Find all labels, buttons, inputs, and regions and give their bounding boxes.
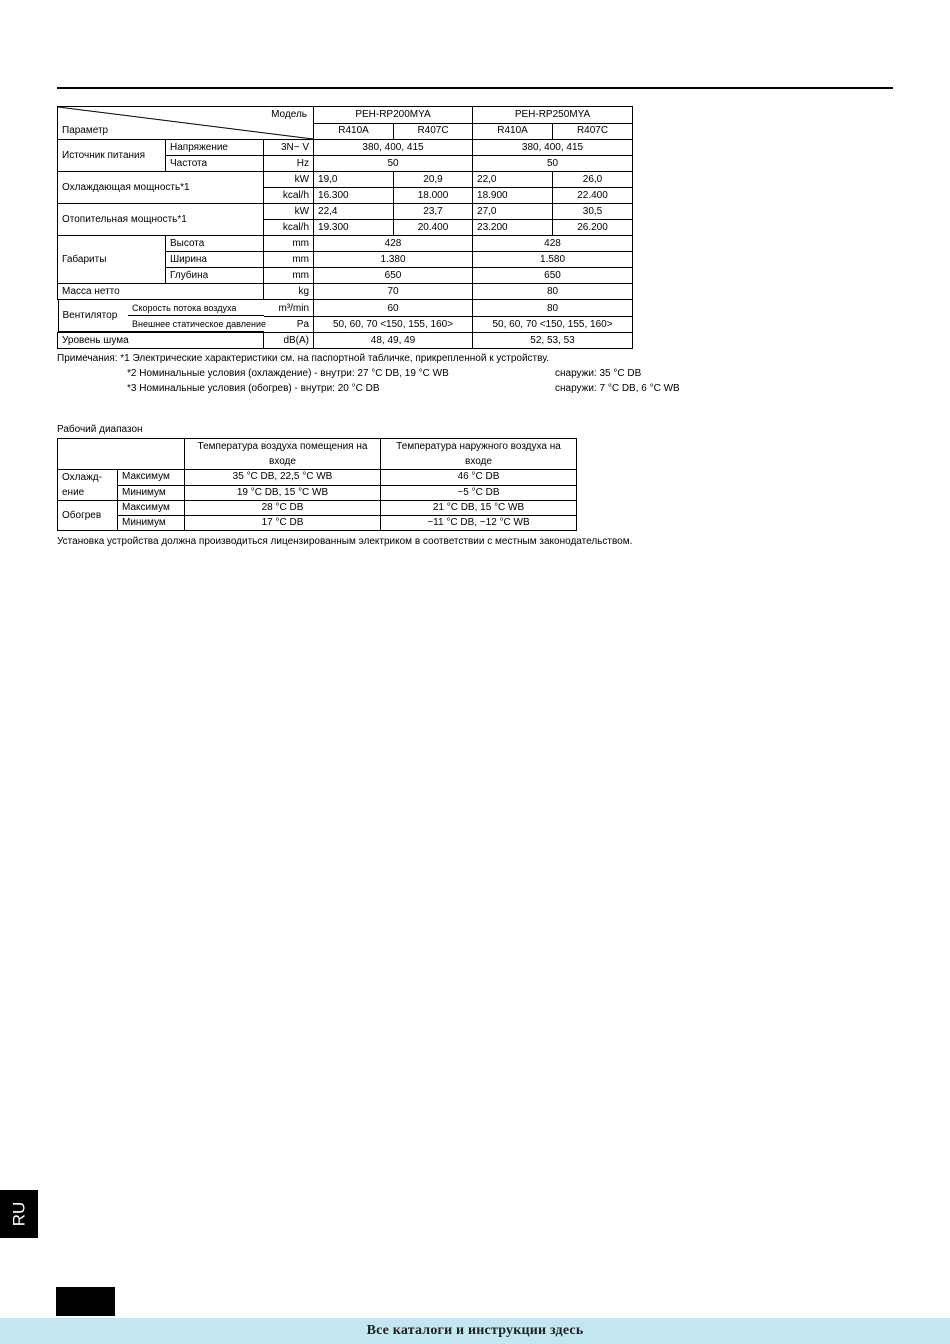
noise-value: 52, 53, 53 [473, 333, 633, 349]
cooling-kw-unit: kW [264, 172, 314, 188]
cooling-kcal-unit: kcal/h [264, 188, 314, 204]
language-tab-label: RU [9, 1201, 28, 1227]
pressure-unit: Pa [296, 318, 310, 330]
heating-kcal-value: 20.400 [394, 220, 473, 236]
depth-unit: mm [264, 268, 314, 284]
voltage-label: Напряжение [166, 140, 264, 156]
height-value: 428 [473, 236, 633, 252]
frequency-label: Частота [166, 156, 264, 172]
dimensions-label: Габариты [58, 236, 166, 284]
note-1: Примечания: *1 Электрические характеристики см. на паспортной табличке, прикрепленной к устройству. [57, 353, 549, 364]
range-caption: Рабочий диапазон [57, 424, 143, 435]
heat-min-indoor: 17 °C DB [185, 516, 381, 531]
fan-labels-group [58, 300, 264, 333]
heating-kw-value: 30,5 [553, 204, 633, 220]
airflow-unit: m³/min [264, 301, 314, 317]
noise-label: Уровень шума [58, 333, 264, 349]
heating-kw-value: 22,4 [314, 204, 394, 220]
fan-label: Вентилятор [58, 300, 128, 332]
heating-kcal-value: 26.200 [553, 220, 633, 236]
cool-min-indoor: 19 °C DB, 15 °C WB [185, 485, 381, 501]
heating-kw-value: 23,7 [394, 204, 473, 220]
airflow-value: 80 [473, 301, 632, 317]
depth-value: 650 [314, 268, 473, 284]
heat-max-outdoor: 21 °C DB, 15 °C WB [381, 501, 577, 516]
frequency-value: 50 [473, 156, 633, 172]
range-cooling-label: Охлажд- ение [58, 470, 118, 501]
weight-value: 80 [473, 284, 633, 300]
spec-table [57, 106, 633, 349]
cool-max-indoor: 35 °C DB, 22,5 °C WB [185, 470, 381, 486]
cool-max-outdoor: 46 °C DB [381, 470, 577, 486]
voltage-value: 380, 400, 415 [314, 140, 473, 156]
height-label: Высота [166, 236, 264, 252]
range-empty-header [58, 439, 185, 470]
cooling-kw-value: 22,0 [473, 172, 553, 188]
range-max-label: Максимум [118, 470, 185, 486]
pressure-value: 50, 60, 70 <150, 155, 160> [492, 318, 613, 330]
cooling-kcal-value: 18.900 [473, 188, 553, 204]
heat-max-indoor: 28 °C DB [185, 501, 381, 516]
spec-notes [57, 351, 757, 396]
airflow-value: 60 [314, 301, 472, 317]
cooling-kw-value: 26,0 [553, 172, 633, 188]
width-unit: mm [264, 252, 314, 268]
range-indoor-header: Температура воздуха помещения на входе [185, 439, 381, 470]
width-label: Ширина [166, 252, 264, 268]
cooling-kw-value: 20,9 [394, 172, 473, 188]
page-number-box [56, 1287, 115, 1316]
heating-kcal-value: 23.200 [473, 220, 553, 236]
install-note: Установка устройства должна производиться лицензированным электриком в соответствии с местным законодательством. [57, 536, 633, 547]
footer-bar [0, 1318, 950, 1344]
range-min-label: Минимум [118, 516, 185, 531]
noise-unit: dB(A) [264, 333, 314, 349]
heating-kcal-unit: kcal/h [264, 220, 314, 236]
fan-values-model1 [314, 300, 473, 333]
height-value: 428 [314, 236, 473, 252]
cooling-kcal-value: 18.000 [394, 188, 473, 204]
voltage-value: 380, 400, 415 [473, 140, 633, 156]
refrigerant-header: R407C [394, 123, 473, 140]
range-table [57, 438, 577, 531]
heating-kw-value: 27,0 [473, 204, 553, 220]
note-3-outdoor: снаружи: 7 °C DB, 6 °C WB [555, 383, 680, 394]
model-header: PEH-RP250MYA [473, 107, 633, 124]
frequency-value: 50 [314, 156, 473, 172]
model-header: PEH-RP200MYA [314, 107, 473, 124]
heating-kcal-value: 19.300 [314, 220, 394, 236]
pressure-label: Внешнее статическое давление [128, 316, 264, 332]
language-tab [0, 1190, 38, 1238]
top-rule [57, 87, 893, 89]
heating-capacity-label: Отопительная мощность*1 [58, 204, 264, 236]
frequency-unit: Hz [264, 156, 314, 172]
airflow-label: Скорость потока воздуха [128, 300, 264, 316]
note-2-outdoor: снаружи: 35 °C DB [555, 368, 642, 379]
cooling-kw-value: 19,0 [314, 172, 394, 188]
refrigerant-header: R407C [553, 123, 633, 140]
depth-label: Глубина [166, 268, 264, 284]
height-unit: mm [264, 236, 314, 252]
range-max-label: Максимум [118, 501, 185, 516]
fan-values-model2 [473, 300, 633, 333]
note-2-indoor: *2 Номинальные условия (охлаждение) - внутри: 27 °C DB, 19 °C WB [127, 368, 449, 379]
fan-units-group [264, 300, 314, 333]
model-label: Модель [271, 109, 308, 120]
heat-min-outdoor: −11 °C DB, −12 °C WB [381, 516, 577, 531]
cooling-kcal-value: 22.400 [553, 188, 633, 204]
note-3-indoor: *3 Номинальные условия (обогрев) - внутри: 20 °C DB [127, 383, 380, 394]
refrigerant-header: R410A [314, 123, 394, 140]
width-value: 1.380 [314, 252, 473, 268]
pressure-value: 50, 60, 70 <150, 155, 160> [332, 318, 454, 330]
weight-label: Масса нетто [58, 284, 264, 300]
heating-kw-unit: kW [264, 204, 314, 220]
power-source-label: Источник питания [58, 140, 166, 172]
width-value: 1.580 [473, 252, 633, 268]
voltage-unit: 3N~ V [264, 140, 314, 156]
depth-value: 650 [473, 268, 633, 284]
range-outdoor-header: Температура наружного воздуха на входе [381, 439, 577, 470]
weight-unit: kg [264, 284, 314, 300]
header-diagonal-cell [58, 107, 314, 140]
refrigerant-header: R410A [473, 123, 553, 140]
range-heating-label: Обогрев [58, 501, 118, 531]
noise-value: 48, 49, 49 [314, 333, 473, 349]
weight-value: 70 [314, 284, 473, 300]
cool-min-outdoor: −5 °C DB [381, 485, 577, 501]
cooling-kcal-value: 16.300 [314, 188, 394, 204]
range-min-label: Минимум [118, 485, 185, 501]
footer-catalog-link[interactable]: Все каталоги и инструкции здесь [366, 1323, 584, 1338]
cooling-capacity-label: Охлаждающая мощность*1 [58, 172, 264, 204]
param-label: Параметр [62, 125, 109, 136]
